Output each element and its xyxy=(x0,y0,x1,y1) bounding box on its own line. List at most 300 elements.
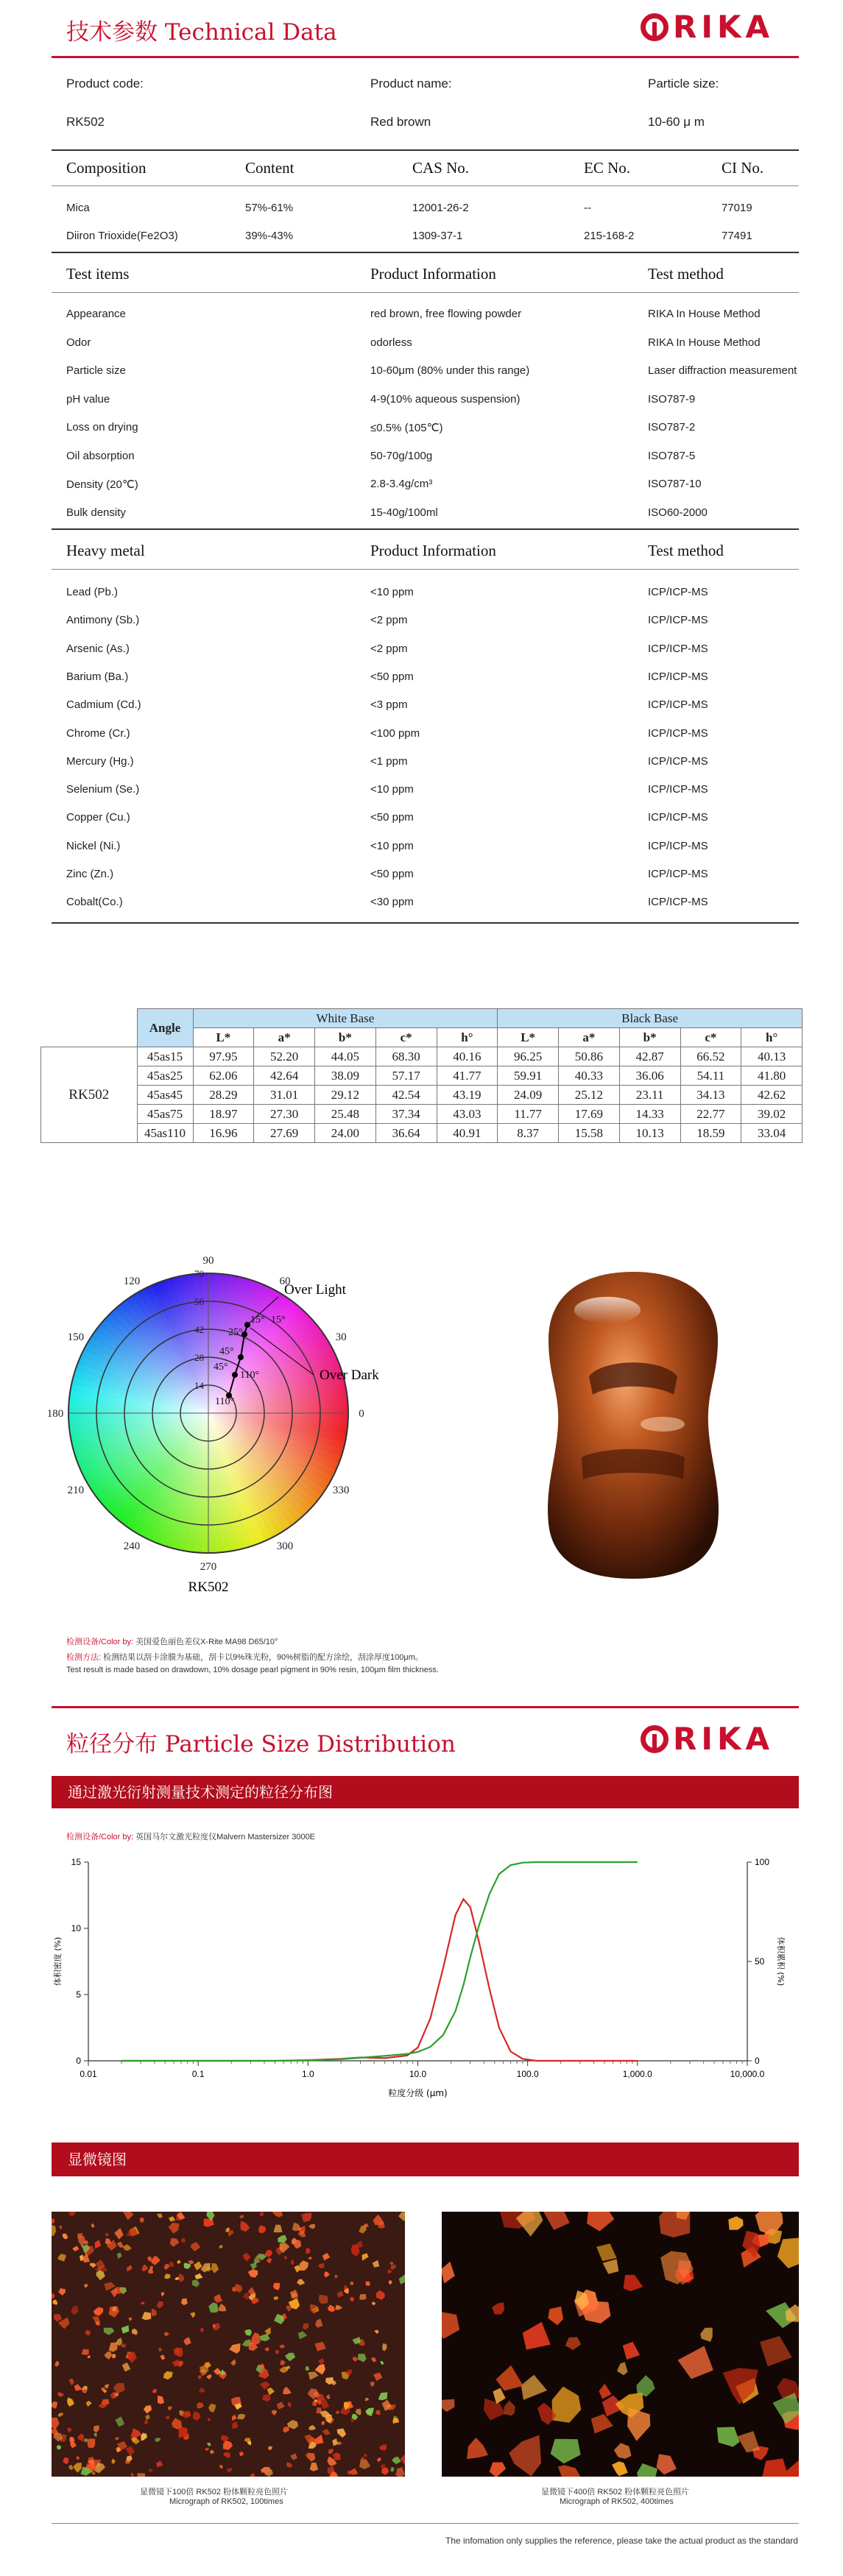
pigment-flake xyxy=(55,2361,60,2367)
pigment-flake xyxy=(105,2233,109,2237)
color-col-header: a* xyxy=(559,1028,620,1047)
pigment-flake xyxy=(219,2304,226,2312)
pigment-flake xyxy=(211,2263,219,2274)
pigment-flake xyxy=(617,2362,628,2375)
wheel-radial-tick: 70 xyxy=(194,1268,204,1279)
pigment-flake xyxy=(122,2363,131,2372)
black-base-header: Black Base xyxy=(498,1009,803,1028)
pigment-flake xyxy=(183,2337,191,2345)
point-label: 110° xyxy=(215,1396,235,1407)
pigment-flake xyxy=(390,2467,394,2472)
page-title: 技术参数 Technical Data xyxy=(66,19,337,46)
pigment-flake xyxy=(63,2234,68,2240)
black-value-cell: 40.13 xyxy=(741,1047,803,1066)
black-value-cell: 42.62 xyxy=(741,1086,803,1105)
pigment-flake xyxy=(192,2279,200,2287)
pigment-flake xyxy=(324,2271,330,2278)
pigment-flake xyxy=(208,2302,219,2313)
pigment-flake xyxy=(152,2389,157,2393)
test-item-method: ISO787-2 xyxy=(648,421,696,434)
composition-ec: 215-168-2 xyxy=(584,230,635,242)
cumulative-volume-line xyxy=(121,1862,638,2061)
pigment-flake xyxy=(279,2366,288,2373)
pigment-flake xyxy=(248,2269,258,2277)
test-item-label: Oil absorption xyxy=(66,449,135,462)
pigment-flake xyxy=(58,2392,64,2397)
pigment-flake xyxy=(85,2329,91,2335)
composition-header-rule xyxy=(52,185,799,186)
black-value-cell: 59.91 xyxy=(498,1066,559,1086)
pigment-flake xyxy=(297,2279,305,2285)
pigment-flake xyxy=(68,2378,74,2385)
pigment-flake xyxy=(551,2439,581,2464)
pigment-flake xyxy=(322,2429,331,2435)
metal-label: Selenium (Se.) xyxy=(66,783,140,796)
color-table-row xyxy=(41,1124,803,1143)
metal-limit: <1 ppm xyxy=(370,754,408,768)
pigment-flake xyxy=(322,2421,325,2426)
pigment-flake xyxy=(52,2418,60,2429)
pigment-flake xyxy=(285,2353,295,2362)
pigment-flake xyxy=(366,2407,375,2416)
angle-cell: 45as25 xyxy=(137,1066,193,1086)
pigment-flake xyxy=(74,2384,82,2391)
white-value-cell: 68.30 xyxy=(375,1047,437,1066)
pigment-flake xyxy=(358,2354,367,2363)
pigment-flake xyxy=(260,2212,264,2217)
pigment-flake xyxy=(194,2262,202,2271)
pigment-flake xyxy=(163,2371,173,2379)
x-tick-label: 10,000.0 xyxy=(730,2069,765,2079)
pigment-flake xyxy=(401,2454,405,2465)
pigment-flake xyxy=(359,2459,370,2469)
pigment-flake xyxy=(160,2354,165,2360)
color-table-row xyxy=(41,1047,803,1066)
pigment-flake xyxy=(199,2388,205,2393)
pigment-flake xyxy=(208,2404,216,2413)
white-value-cell: 25.48 xyxy=(315,1105,376,1124)
pigment-flake xyxy=(52,2402,57,2409)
pigment-flake xyxy=(121,2343,127,2348)
pigment-flake xyxy=(148,2469,152,2472)
pigment-flake xyxy=(268,2446,272,2450)
pigment-flake xyxy=(366,2282,370,2287)
ci-header: CI No. xyxy=(722,159,764,177)
black-value-cell: 22.77 xyxy=(680,1105,741,1124)
psd-title: 粒径分布 Particle Size Distribution xyxy=(66,1731,456,1758)
pigment-flake xyxy=(243,2253,250,2262)
pigment-flake xyxy=(259,2334,270,2341)
point-label: 45° xyxy=(219,1346,234,1357)
pigment-flake xyxy=(226,2468,232,2473)
pigment-flake xyxy=(91,2223,94,2228)
black-value-cell: 41.80 xyxy=(741,1066,803,1086)
metal-limit: <2 ppm xyxy=(370,614,408,627)
angle-header: Angle xyxy=(137,1009,193,1047)
pigment-flake xyxy=(332,2438,337,2446)
pigment-flake xyxy=(125,2446,135,2457)
black-value-cell: 10.13 xyxy=(619,1124,680,1143)
point-75 xyxy=(232,1372,238,1378)
white-value-cell: 57.17 xyxy=(375,1066,437,1086)
pigment-flake xyxy=(335,2305,342,2310)
over-light-label: Over Light xyxy=(284,1282,346,1298)
white-value-cell: 43.03 xyxy=(437,1105,498,1124)
pigment-flake xyxy=(112,2354,116,2359)
pigment-flake xyxy=(244,2329,252,2336)
pigment-flake xyxy=(599,2384,612,2399)
pigment-flake xyxy=(565,2337,582,2350)
note-text: 检测结果以刮卡涂膜为基础，刮卡以9%珠光粉，90%树脂的配方涂绘，刮涂厚度100μm。 xyxy=(101,1653,423,1662)
pigment-flake xyxy=(490,2463,506,2477)
pigment-flake xyxy=(73,2463,82,2473)
pigment-flake xyxy=(128,2352,137,2363)
psd-device-note xyxy=(66,1830,315,1842)
metal-limit: <10 ppm xyxy=(370,586,414,598)
test-item-info: 50-70g/100g xyxy=(370,449,433,462)
pigment-flake xyxy=(552,2387,582,2423)
psd-chart xyxy=(40,1847,806,2112)
pigment-flake xyxy=(371,2357,377,2363)
x-axis-label: 粒度分级 (μm) xyxy=(388,2088,448,2098)
pigment-flake xyxy=(277,2402,285,2410)
pigment-flake xyxy=(364,2454,367,2458)
pigment-flake xyxy=(356,2409,361,2416)
content-header: Content xyxy=(245,159,294,177)
pigment-flake xyxy=(58,2288,66,2296)
pigment-flake xyxy=(328,2304,335,2312)
pigment-flake xyxy=(127,2265,133,2271)
pigment-flake xyxy=(267,2388,275,2396)
black-value-cell: 11.77 xyxy=(498,1105,559,1124)
over-dark-label: Over Dark xyxy=(320,1367,379,1383)
note-label: 检测方法: xyxy=(66,1653,102,1662)
black-value-cell: 14.33 xyxy=(619,1105,680,1124)
pigment-flake xyxy=(399,2274,405,2285)
pigment-flake xyxy=(147,2257,152,2262)
pigment-flake xyxy=(172,2418,182,2430)
pigment-flake xyxy=(57,2445,61,2450)
y-right-tick-label: 100 xyxy=(755,1857,770,1867)
white-value-cell: 16.96 xyxy=(193,1124,254,1143)
black-value-cell: 18.59 xyxy=(680,1124,741,1143)
black-value-cell: 36.06 xyxy=(619,1066,680,1086)
pigment-flake xyxy=(94,2433,97,2437)
pigment-flake xyxy=(308,2257,313,2260)
pigment-flake xyxy=(315,2318,323,2328)
test-item-label: Particle size xyxy=(66,364,126,377)
tests-header-rule xyxy=(52,292,799,293)
metal-method: ICP/ICP-MS xyxy=(648,811,708,824)
black-value-cell: 8.37 xyxy=(498,1124,559,1143)
pigment-flake xyxy=(204,2219,214,2227)
pigment-flake xyxy=(379,2444,387,2451)
test-item-info: 15-40g/100ml xyxy=(370,506,438,519)
black-value-cell: 23.11 xyxy=(619,1086,680,1105)
metal-info-header: Product Information xyxy=(370,542,496,559)
pigment-flake xyxy=(353,2357,359,2362)
pigment-flake xyxy=(155,2438,161,2442)
pigment-flake xyxy=(523,2322,551,2350)
pigment-flake xyxy=(322,2253,330,2260)
test-item-method: Laser diffraction measurement xyxy=(648,364,797,377)
pigment-flake xyxy=(52,2299,57,2305)
car-panel-sample xyxy=(537,1266,729,1582)
pigment-flake xyxy=(67,2397,74,2407)
metal-method: ICP/ICP-MS xyxy=(648,896,708,909)
white-value-cell: 38.09 xyxy=(315,1066,376,1086)
pigment-flake xyxy=(145,2414,150,2420)
pigment-flake xyxy=(76,2456,80,2460)
pigment-flake xyxy=(273,2225,282,2233)
pigment-flake xyxy=(504,2401,515,2416)
metal-limit: <2 ppm xyxy=(370,642,408,655)
pigment-flake xyxy=(442,2262,455,2284)
white-value-cell: 42.64 xyxy=(254,1066,315,1086)
pigment-flake xyxy=(223,2452,230,2458)
pigment-flake xyxy=(614,2443,632,2459)
pigment-flake xyxy=(315,2342,327,2352)
measure-note-1 xyxy=(66,1635,278,1647)
pigment-flake xyxy=(132,2437,140,2444)
metal-label: Copper (Cu.) xyxy=(66,811,130,824)
white-value-cell: 27.69 xyxy=(254,1124,315,1143)
pigment-flake xyxy=(777,2238,799,2269)
metal-method-header: Test method xyxy=(648,542,724,559)
point-45 xyxy=(238,1354,244,1360)
pigment-flake xyxy=(190,2312,195,2318)
white-value-cell: 97.95 xyxy=(193,1047,254,1066)
pigment-flake xyxy=(114,2228,123,2240)
micrograph-400x xyxy=(442,2212,799,2477)
wheel-angle-tick: 150 xyxy=(67,1331,85,1343)
pigment-flake xyxy=(612,2461,628,2476)
pigment-flake xyxy=(168,2406,172,2410)
pigment-flake xyxy=(273,2283,280,2290)
wheel-angle-tick: 210 xyxy=(67,1485,85,1496)
x-tick-label: 1.0 xyxy=(301,2069,314,2079)
pigment-flake xyxy=(326,2394,331,2399)
pigment-flake xyxy=(197,2402,204,2408)
black-value-cell: 96.25 xyxy=(498,1047,559,1066)
white-value-cell: 37.34 xyxy=(375,1105,437,1124)
header-divider xyxy=(52,56,799,58)
pigment-flake xyxy=(94,2307,104,2316)
product-code-value: RK502 xyxy=(66,115,105,129)
pigment-flake xyxy=(130,2428,141,2438)
metal-method: ICP/ICP-MS xyxy=(648,586,708,598)
black-value-cell: 40.33 xyxy=(559,1066,620,1086)
white-value-cell: 27.30 xyxy=(254,1105,315,1124)
composition-row: Diiron Trioxide(Fe2O3) xyxy=(66,230,178,242)
metal-method: ICP/ICP-MS xyxy=(648,726,708,740)
pigment-flake xyxy=(169,2216,175,2221)
pigment-flake xyxy=(373,2260,380,2268)
black-value-cell: 15.58 xyxy=(559,1124,620,1143)
black-value-cell: 25.12 xyxy=(559,1086,620,1105)
white-value-cell: 18.97 xyxy=(193,1105,254,1124)
pigment-flake xyxy=(129,2318,133,2321)
y-left-tick-label: 5 xyxy=(76,1989,81,2000)
pigment-flake xyxy=(286,2462,293,2468)
composition-ec: -- xyxy=(584,202,591,214)
pigment-flake xyxy=(603,2259,619,2274)
test-item-label: Loss on drying xyxy=(66,421,138,434)
pigment-flake xyxy=(152,2308,157,2316)
test-item-method: ISO787-10 xyxy=(648,478,702,490)
pigment-flake xyxy=(306,2366,309,2371)
composition-content: 57%-61% xyxy=(245,202,294,214)
point-label: 25° xyxy=(228,1327,243,1338)
pigment-flake xyxy=(591,2414,613,2434)
y-left-tick-label: 0 xyxy=(76,2056,81,2066)
pigment-flake xyxy=(728,2216,743,2230)
micro-banner xyxy=(52,2142,799,2176)
pigment-flake xyxy=(164,2332,169,2337)
pigment-flake xyxy=(265,2327,272,2335)
pigment-flake xyxy=(337,2429,347,2438)
pigment-flake xyxy=(63,2458,69,2465)
pigment-flake xyxy=(624,2275,643,2291)
color-col-header: a* xyxy=(254,1028,315,1047)
pigment-flake xyxy=(388,2269,392,2274)
pigment-flake xyxy=(319,2295,328,2304)
composition-cas: 1309-37-1 xyxy=(412,230,463,242)
pigment-flake xyxy=(165,2274,171,2279)
test-item-method: ISO60-2000 xyxy=(648,506,708,519)
metal-limit: <30 ppm xyxy=(370,896,414,909)
pigment-flake xyxy=(275,2350,279,2355)
composition-cas: 12001-26-2 xyxy=(412,202,469,214)
heavy-metal-header: Heavy metal xyxy=(66,542,145,559)
pigment-flake xyxy=(364,2398,369,2401)
pigment-flake xyxy=(308,2371,318,2380)
pigment-flake xyxy=(57,2254,66,2262)
micro-caption-1-en: Micrograph of RK502, 100times xyxy=(169,2497,283,2506)
metal-label: Nickel (Ni.) xyxy=(66,839,121,852)
test-item-info: 10-60μm (80% under this range) xyxy=(370,364,530,377)
pigment-flake xyxy=(229,2343,240,2354)
wheel-angle-tick: 90 xyxy=(202,1255,214,1267)
color-wheel xyxy=(22,1244,479,1612)
metal-limit: <10 ppm xyxy=(370,839,414,852)
angle-cell: 45as15 xyxy=(137,1047,193,1066)
pigment-flake xyxy=(278,2235,287,2243)
pigment-flake xyxy=(111,2459,115,2464)
pigment-flake xyxy=(760,2336,792,2366)
pigment-flake xyxy=(90,2263,96,2268)
pigment-flake xyxy=(378,2392,388,2400)
pigment-flake xyxy=(161,2292,165,2296)
pigment-flake xyxy=(264,2347,269,2352)
pigment-flake xyxy=(442,2399,455,2412)
footer-disclaimer: The infomation only supplies the reference, please take the actual product as the standard xyxy=(445,2536,798,2546)
pigment-flake xyxy=(113,2383,125,2394)
pigment-flake xyxy=(492,2302,504,2314)
test-item-method: RIKA In House Method xyxy=(648,336,761,349)
pigment-flake xyxy=(250,2473,255,2477)
pigment-flake xyxy=(200,2327,204,2332)
metal-limit: <3 ppm xyxy=(370,698,408,712)
pigment-flake xyxy=(191,2242,201,2251)
test-item-method: ISO787-9 xyxy=(648,392,696,406)
measure-note-2 xyxy=(66,1651,423,1663)
pigment-flake xyxy=(370,2382,375,2387)
wheel-angle-tick: 60 xyxy=(279,1275,291,1287)
pigment-flake xyxy=(558,2465,582,2477)
pigment-flake xyxy=(389,2280,392,2285)
pigment-flake xyxy=(398,2212,405,2221)
pigment-flake xyxy=(442,2312,459,2339)
black-value-cell: 34.13 xyxy=(680,1086,741,1105)
color-col-header: L* xyxy=(193,1028,254,1047)
white-value-cell: 36.64 xyxy=(375,1124,437,1143)
pigment-flake xyxy=(170,2238,180,2247)
micro-caption-2-cn: 显微镜下400倍 RK502 粉体颗粒亮色照片 xyxy=(541,2488,690,2497)
white-value-cell: 62.06 xyxy=(193,1066,254,1086)
note-label: 检测设备/Color by: xyxy=(66,1833,134,1841)
note-text: 美国爱色丽色差仪X-Rite MA98 D65/10° xyxy=(133,1638,278,1646)
metal-method: ICP/ICP-MS xyxy=(648,839,708,852)
metal-limit: <50 ppm xyxy=(370,670,414,683)
rika-logo-icon xyxy=(641,1725,669,1753)
wheel-angle-tick: 30 xyxy=(335,1331,347,1343)
angle-cell: 45as45 xyxy=(137,1086,193,1105)
pigment-flake xyxy=(267,2258,272,2264)
pigment-flake xyxy=(717,2427,740,2446)
test-method-header: Test method xyxy=(648,265,724,283)
pigment-flake xyxy=(68,2212,75,2217)
pigment-flake xyxy=(140,2218,144,2223)
pigment-flake xyxy=(157,2214,163,2218)
measure-note-3: Test result is made based on drawdown, 10% dosage pearl pigment in 90% resin, 100μm film thickness. xyxy=(66,1666,439,1674)
pigment-flake xyxy=(142,2312,152,2320)
metal-label: Barium (Ba.) xyxy=(66,670,129,683)
pigment-flake xyxy=(279,2344,285,2349)
pigment-flake xyxy=(105,2384,109,2388)
pigment-flake xyxy=(69,2437,75,2444)
pigment-flake xyxy=(68,2465,73,2471)
pigment-flake xyxy=(181,2299,188,2305)
pigment-flake xyxy=(177,2260,181,2264)
black-value-cell: 50.86 xyxy=(559,1047,620,1066)
pigment-flake xyxy=(230,2360,236,2366)
pigment-flake xyxy=(382,2343,387,2352)
wheel-angle-tick: 0 xyxy=(359,1408,364,1420)
pigment-flake xyxy=(350,2297,354,2302)
pigment-flake xyxy=(86,2401,92,2407)
metals-header-rule xyxy=(52,569,799,570)
pigment-flake xyxy=(174,2347,183,2357)
metal-method: ICP/ICP-MS xyxy=(648,670,708,683)
pigment-flake xyxy=(131,2473,134,2477)
metal-label: Chrome (Cr.) xyxy=(66,726,130,740)
metal-method: ICP/ICP-MS xyxy=(648,868,708,880)
x-tick-label: 0.1 xyxy=(191,2069,205,2079)
pigment-flake xyxy=(315,2364,325,2375)
y-left-tick-label: 10 xyxy=(71,1923,81,1933)
y-left-axis-label: 体积密度 (%) xyxy=(53,1936,63,1986)
pigment-flake xyxy=(336,2410,339,2414)
pigment-flake xyxy=(271,2212,283,2218)
black-value-cell: 24.09 xyxy=(498,1086,559,1105)
test-item-info: red brown, free flowing powder xyxy=(370,308,522,320)
particle-size-label: Particle size: xyxy=(648,77,719,91)
wheel-angle-tick: 330 xyxy=(332,1485,350,1496)
pigment-flake xyxy=(264,2250,272,2257)
y-right-tick-label: 0 xyxy=(755,2056,760,2066)
wheel-angle-tick: 270 xyxy=(200,1561,217,1573)
